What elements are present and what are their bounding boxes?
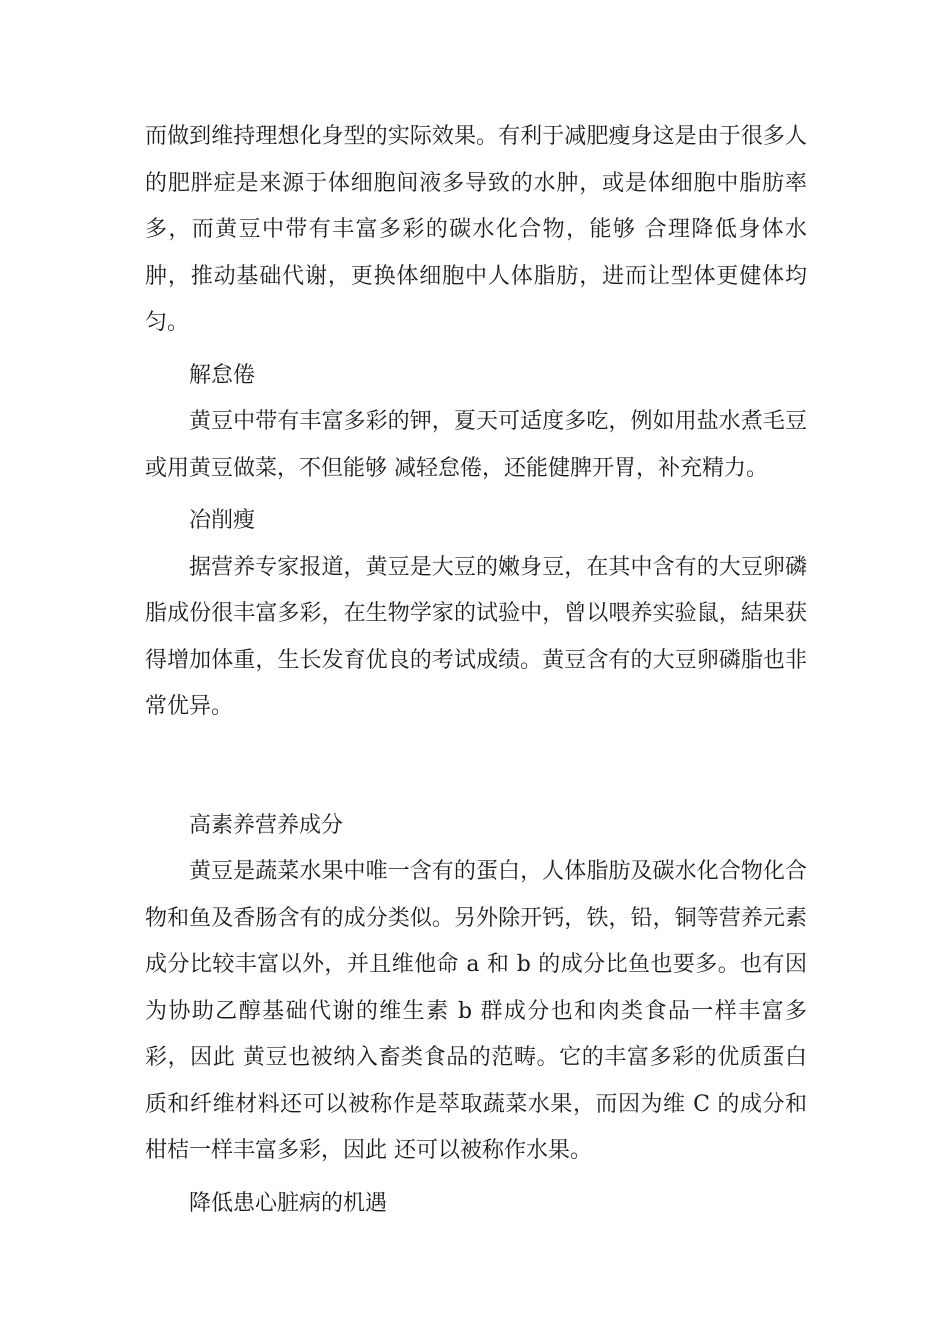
document-body <box>145 114 807 1227</box>
section-heading-fatigue: 解怠倦 <box>189 362 256 388</box>
paragraph-thinness: 据营养专家报道，黄豆是大豆的嫩身豆，在其中含有的大豆卵磷脂成份很丰富多彩，在生物学家的试验中，曾以喂养实验鼠，結果获得增加体重，生长发育优良的考试成绩。黄豆含有的大豆卵磷脂也非常优异。 <box>145 554 807 719</box>
paragraph-fatigue: 黄豆中带有丰富多彩的钾，夏天可适度多吃，例如用盐水煮毛豆或用黄豆做菜，不但能够 减轻怠倦，还能健脾开胃，补充精力。 <box>145 409 807 481</box>
section-heading-heart-disease: 降低患心脏病的机遇 <box>189 1190 388 1216</box>
paragraph-weight-loss: 而做到维持理想化身型的实际效果。有利于减肥瘦身这是由于很多人的肥胖症是来源于体细胞间液多导致的水肿，或是体细胞中脂肪率多，而黄豆中带有丰富多彩的碳水化合物，能够 合理降低身体水肿，推动基础代谢，更换体细胞中人体脂肪，进而让型体更健体均匀。 <box>145 124 807 335</box>
paragraph-nutrition: 黄豆是蔬菜水果中唯一含有的蛋白，人体脂肪及碳水化合物化合物和鱼及香肠含有的成分类似。另外除开钙，铁，铅，铜等营养元素成分比较丰富以外，并且维他命 a 和 b 的成分比鱼也要多。也有因为协助乙醇基础代谢的维生素 b 群成分也和肉类食品一样丰富多彩，因此 黄豆也被纳入畜类食品的范畴。它的丰富多彩的优质蛋白质和纤维材料还可以被称作是萃取蔬菜水果，而因为维 C 的成分和柑桔一样丰富多彩，因此 还可以被称作水果。 <box>145 859 807 1163</box>
section-heading-nutrition: 高素养营养成分 <box>189 812 344 838</box>
section-heading-thinness: 冶削瘦 <box>189 508 256 533</box>
section-spacer <box>145 731 807 803</box>
